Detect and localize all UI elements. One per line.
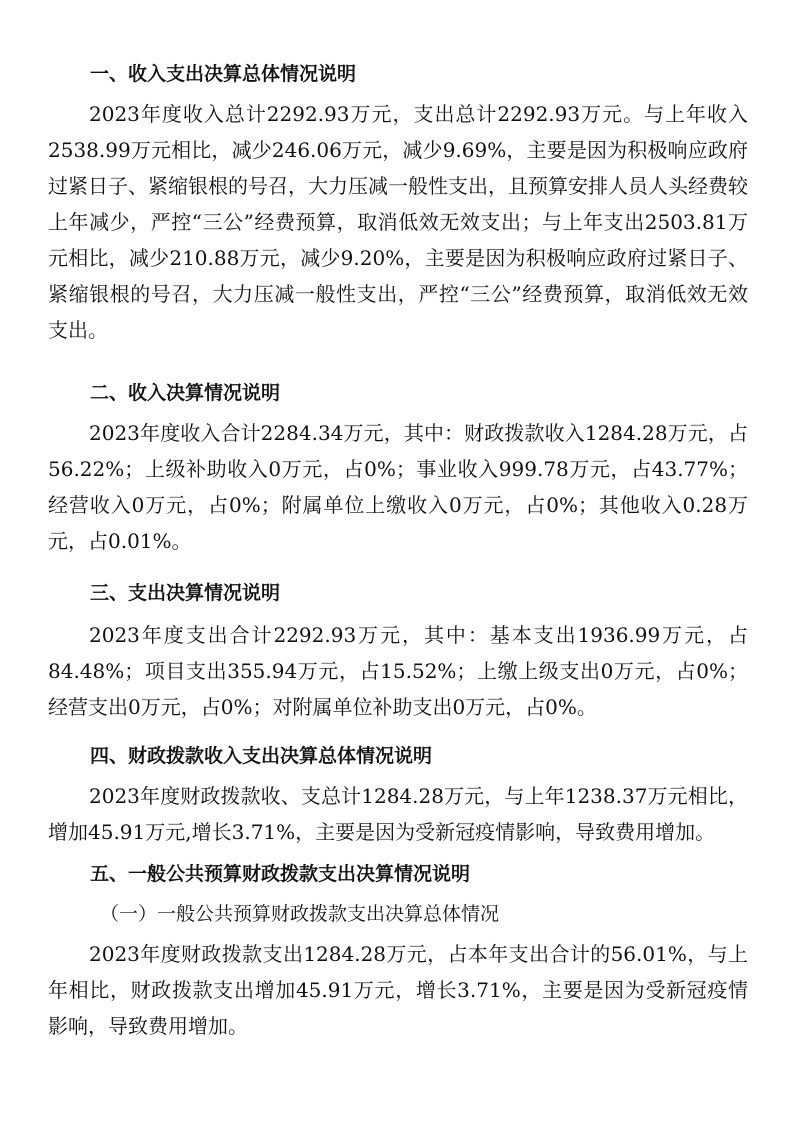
section-5-heading: 五、一般公共预算财政拨款支出决算情况说明	[90, 863, 471, 885]
section-4-heading: 四、财政拨款收入支出决算总体情况说明	[90, 745, 433, 767]
section-1-paragraph: 2023年度收入总计2292.93万元，支出总计2292.93万元。与上年收入2538.99万元相比，减少246.06万元，减少9.69%，主要是因为积极响应政府过紧日子、紧缩银根的号召，大力压减一般性支出，且预算安排人员人头经费较上年减少，严控“三公”经费预算，取消低效无效支出；与上年支出2503.81万元相比，减少210.88万元，减少9.20%，主要是因为积极响应政府过紧日子、紧缩银根的号召，大力压减一般性支出，严控“三公”经费预算，取消低效无效支出。	[48, 102, 748, 342]
section-2-heading: 二、收入决算情况说明	[90, 382, 281, 404]
section-2-paragraph: 2023年度收入合计2284.34万元，其中：财政拨款收入1284.28万元，占56.22%；上级补助收入0万元，占0%；事业收入999.78万元，占43.77%；经营收入0万元，占0%；附属单位上缴收入0万元，占0%；其他收入0.28万元，占0.01%。	[48, 421, 748, 553]
section-4-paragraph: 2023年度财政拨款收、支总计1284.28万元，与上年1238.37万元相比，增加45.91万元,增长3.71%，主要是因为受新冠疫情影响，导致费用增加。	[48, 784, 748, 844]
section-3-heading: 三、支出决算情况说明	[90, 582, 281, 604]
section-5-paragraph: 2023年度财政拨款支出1284.28万元，占本年支出合计的56.01%，与上年相比，财政拨款支出增加45.91万元，增长3.71%，主要是因为受新冠疫情影响，导致费用增加。	[48, 942, 748, 1038]
section-1-heading: 一、收入支出决算总体情况说明	[90, 63, 357, 85]
section-5-subheading: （一）一般公共预算财政拨款支出决算总体情况	[100, 903, 500, 925]
section-3-paragraph: 2023年度支出合计2292.93万元，其中：基本支出1936.99万元，占84.48%；项目支出355.94万元，占15.52%；上缴上级支出0万元，占0%；经营支出0万元，占0%；对附属单位补助支出0万元，占0%。	[48, 623, 748, 719]
